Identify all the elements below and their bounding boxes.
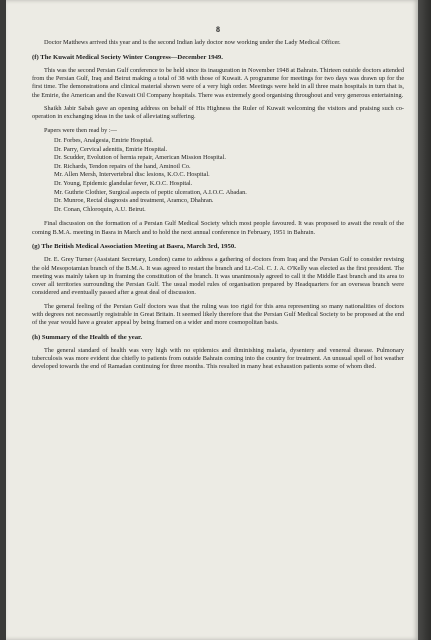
section-g-paragraph-1: Dr. E. Grey Turner (Assistant Secretary, London) came to address a gathering of doctors from Iraq and the Persian Gulf to consider revising the old Mesopotamian branch of the B.M.A. It was agreed to restart the branch and Lt.-Col. C. J. A. O'Kelly was elected as the first president. The meeting was mainly taken up in framing the constitution of the branch. It was unanimously agreed to call it the Middle East branch and its area to cover all territories surrounding the Persian Gulf. The usual model rules of organisation prepared by Headquarters for an overseas branch were considered and eventually passed after a great deal of discussion.	[32, 256, 404, 297]
paper-item: Dr. Young, Epidemic glandular fever, K.O.C. Hospital.	[54, 179, 193, 187]
section-f-paragraph-1: This was the second Persian Gulf conference to be held since its inauguration in November 1948 at Bahrain. Thirteen outside doctors attended from the Persian Gulf, Iraq and Beirut making a total of 38 with those of Kuwait. A programme for meetings for two days was drawn up for the first time. The demonstrations and clinical material shown were of a very high order. Meetings were held in all three main hospitals in turn that is, the Emirie, the American and the Kuwait Oil Company hospitals. There was extremely good organising throughout and very generous entertaining.	[32, 66, 404, 99]
paper-item: Dr. Richards, Tendon repairs of the hand, Aminoil Co.	[54, 162, 191, 170]
page-content	[32, 26, 404, 377]
paper-item: Mr. Allen Mersh, Intervertebral disc lesions, K.O.C. Hospital.	[54, 171, 210, 179]
paper-item: Dr. Parry, Cervical adenitis, Emirie Hospital.	[54, 145, 168, 153]
section-f-paragraph-3: Final discussion on the formation of a Persian Gulf Medical Society which most people favoured. It was proposed to await the result of the coming B.M.A. meeting in Basra in March and to hold the next annual conference in February, 1951 in Bahrain.	[32, 220, 404, 236]
intro-paragraph: Doctor Matthews arrived this year and is the second Indian lady doctor now working under the Lady Medical Officer.	[44, 39, 341, 47]
paper-item: Dr. Munroe, Rectal diagnosis and treatment, Aramco, Dhahran.	[54, 197, 214, 205]
section-f-heading: (f) The Kuwait Medical Society Winter Congress—December 1949.	[32, 53, 223, 61]
paper-item: Dr. Conan, Chloroquin, A.U. Beirut.	[54, 205, 146, 213]
section-f-paragraph-2: Shaikh Jabir Sabah gave an opening address on behalf of His Highness the Ruler of Kuwait welcoming the visitors and praising such co-operation in exchanging ideas in the task of alleviating suffering.	[32, 105, 404, 121]
page-edge-shadow	[418, 0, 431, 640]
paper-item: Dr. Forbes, Analgesia, Emirie Hospital.	[54, 136, 154, 144]
papers-list	[54, 137, 404, 214]
page-number: 8	[216, 25, 220, 34]
section-h-paragraph-1: The general standard of health was very high with no epidemics and diminishing malaria, dysentery and venereal disease. Pulmonary tuberculosis was more evident due chiefly to patients from outside Bahrain coming into the country for treatment. An unusual spell of hot weather developed towards the end of Ramadan continuing for three months. This resulted in many heat exhaustion patients some of whom died.	[32, 346, 404, 371]
paper-item: Mr. Guthrie Clothier, Surgical aspects of peptic ulceration, A.I.O.C. Abadan.	[54, 188, 247, 196]
section-g-paragraph-2: The general feeling of the Persian Gulf doctors was that the ruling was too rigid for this area representing so many nationalities of doctors with degrees not necessarily registrable in Great Britain. It seemed likely therefore that the Persian Gulf Medical Society to be proposed at the end of the year would have a greater appeal by being framed on a wider and more cosmopolitan basis.	[32, 302, 404, 327]
section-h-heading: (h) Summary of the Health of the year.	[32, 333, 143, 341]
paper-item: Dr. Scudder, Evolution of hernia repair, American Mission Hospital.	[54, 154, 226, 162]
section-g-heading: (g) The British Medical Association Meeting at Basra, March 3rd, 1950.	[32, 242, 236, 250]
papers-intro: Papers were then read by :—	[44, 126, 117, 134]
document-page	[6, 0, 418, 640]
